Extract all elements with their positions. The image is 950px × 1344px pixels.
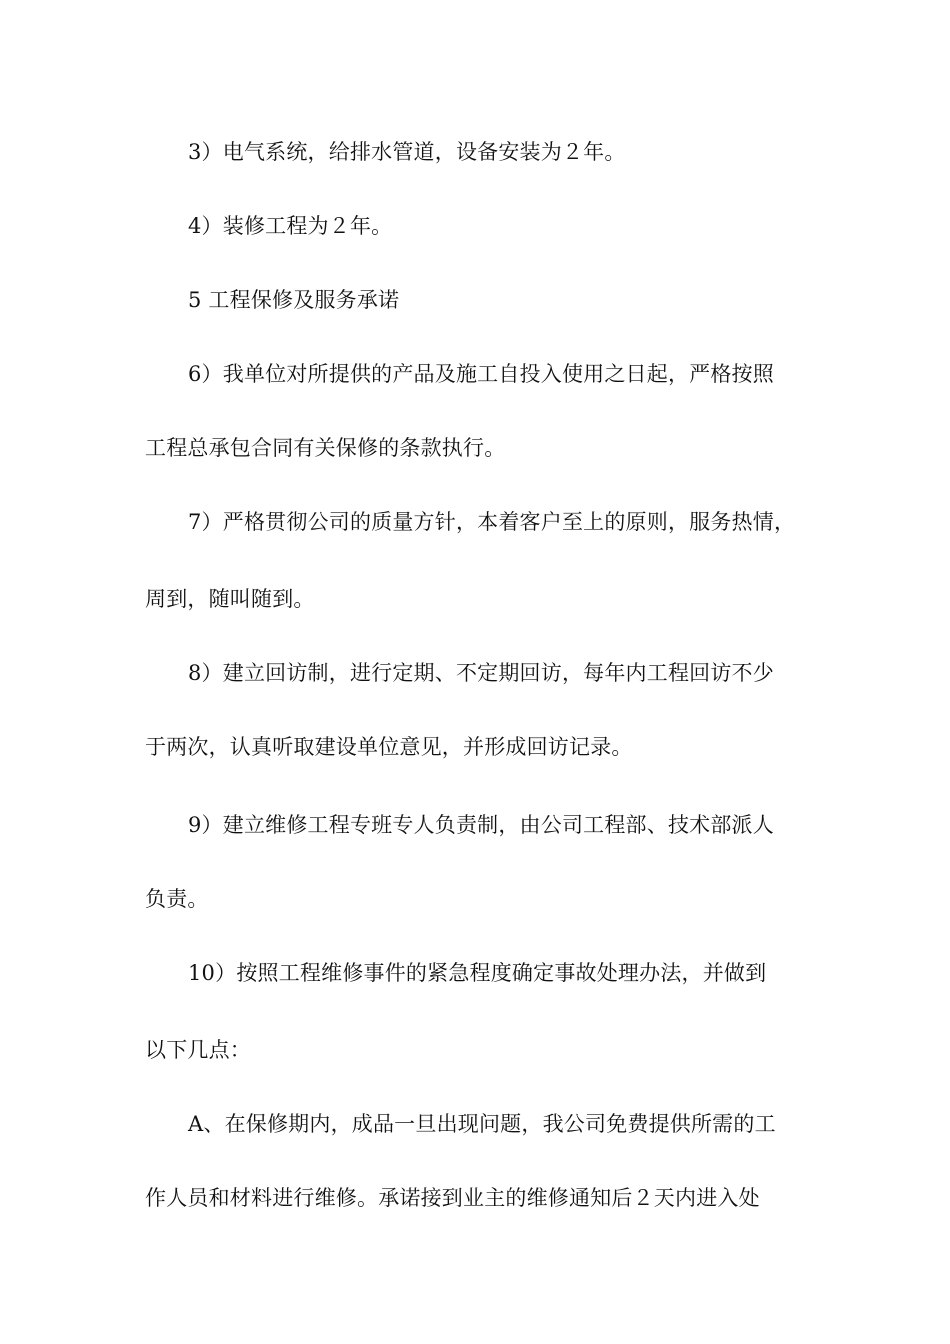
text-line: 于两次，认真听取建设单位意见，并形成回访记录。 — [145, 735, 633, 759]
text-line: 4）装修工程为２年。 — [188, 214, 393, 238]
text-line: 负责。 — [145, 887, 209, 911]
section-heading: 5 工程保修及服务承诺 — [188, 288, 400, 312]
text-line: 6）我单位对所提供的产品及施工自投入使用之日起，严格按照 — [188, 362, 774, 386]
text-line: 10）按照工程维修事件的紧急程度确定事故处理办法，并做到 — [188, 961, 767, 985]
text-line: 以下几点： — [145, 1038, 251, 1062]
text-line: 3）电气系统，给排水管道，设备安装为２年。 — [188, 140, 626, 164]
text-line: 作人员和材料进行维修。承诺接到业主的维修通知后２天内进入处 — [145, 1186, 760, 1210]
text-line: 8）建立回访制，进行定期、不定期回访，每年内工程回访不少 — [188, 661, 774, 685]
text-line: A、在保修期内，成品一旦出现问题，我公司免费提供所需的工 — [188, 1112, 776, 1136]
text-line: 周到，随叫随到。 — [145, 587, 315, 611]
text-line: 7）严格贯彻公司的质量方针，本着客户至上的原则，服务热情， — [188, 510, 796, 534]
text-line: 工程总承包合同有关保修的条款执行。 — [145, 436, 506, 460]
text-line: 9）建立维修工程专班专人负责制，由公司工程部、技术部派人 — [188, 813, 774, 837]
